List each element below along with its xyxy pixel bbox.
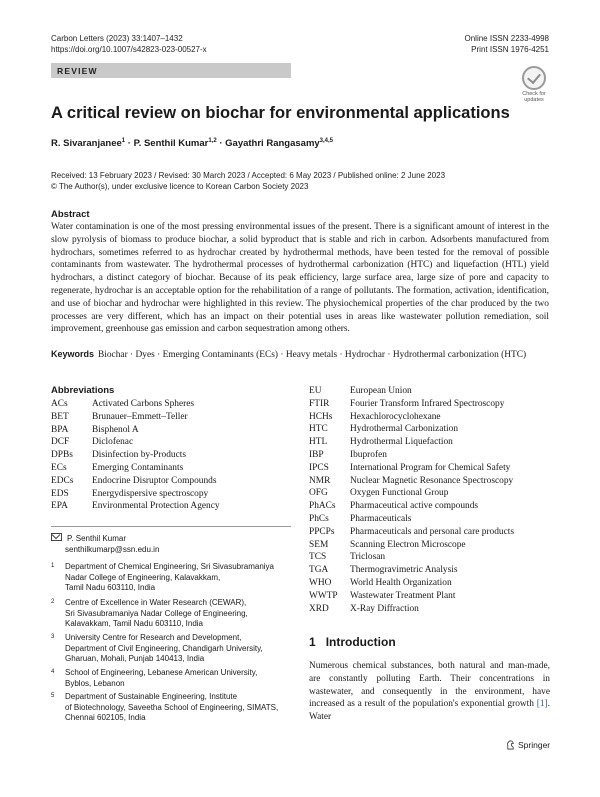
abbreviations-heading: Abbreviations (51, 385, 115, 396)
abbreviation-meaning: Ibuprofen (350, 449, 387, 460)
abbreviation-row (309, 603, 514, 616)
abbreviation-code: IPCS (309, 462, 329, 473)
check-updates-label: Check for updates (522, 91, 546, 103)
abbreviation-code: PhCs (309, 513, 329, 524)
publisher-logo (506, 740, 550, 750)
abbreviation-code: HTC (309, 424, 328, 435)
abbreviation-meaning: Endocrine Disruptor Compounds (92, 475, 217, 486)
affiliation (51, 692, 291, 724)
abbreviation-code: WHO (309, 577, 332, 588)
abbreviation-row (309, 551, 514, 564)
affiliation (51, 668, 291, 689)
affiliation-line: Chennai 602105, India (65, 713, 146, 722)
abbreviation-meaning: Pharmaceuticals (350, 513, 412, 524)
abbreviation-code: WWTP (309, 590, 338, 601)
abbreviation-meaning: Thermogravimetric Analysis (350, 565, 458, 576)
abbreviation-meaning: International Program for Chemical Safety (350, 462, 511, 473)
author-name[interactable]: R. Sivaranjanee (51, 138, 122, 150)
author-separator: · (125, 138, 134, 150)
abbreviation-code: IBP (309, 449, 324, 460)
check-updates-icon (522, 66, 546, 90)
affiliation-line: Department of Civil Engineering, Chandigarh University, (65, 643, 263, 653)
abbreviation-row (309, 539, 514, 552)
keywords-label: Keywords (51, 349, 95, 359)
author-affil-sup: 3,4,5 (319, 138, 334, 144)
affiliation (51, 598, 291, 630)
affiliation (51, 633, 291, 665)
affiliation-number: 5 (51, 693, 55, 699)
publisher-name: Springer (518, 740, 551, 750)
abbreviation-row (51, 488, 220, 501)
abbreviation-row (309, 385, 514, 398)
abbreviation-row (309, 564, 514, 577)
author-list (51, 138, 333, 149)
corresponding-email[interactable]: senthilkumarp@ssn.edu.in (65, 544, 160, 554)
abbreviation-row (309, 500, 514, 513)
affiliation-line: Department of Chemical Engineering, Sri Sivasubramaniya (65, 562, 274, 571)
affiliation-line: Department of Sustainable Engineering, Institute (65, 692, 238, 701)
affiliation-line: Nadar College of Engineering, Kalavakkam, (65, 572, 221, 582)
abbreviation-meaning: Pharmaceuticals and personal care products (350, 526, 514, 537)
journal-header (51, 33, 207, 55)
abbreviation-code: HTL (309, 437, 328, 448)
abbreviation-code: ECs (51, 462, 67, 473)
author-affil-sup: 1,2 (208, 138, 217, 144)
abbreviation-meaning: Emerging Contaminants (92, 462, 184, 473)
corresponding-author: P. Senthil Kumar (67, 534, 126, 543)
springer-horse-icon (506, 740, 515, 750)
abbreviation-code: DCF (51, 437, 70, 448)
abbreviation-code: HCHs (309, 411, 333, 422)
abbreviation-meaning: Nuclear Magnetic Resonance Spectroscopy (350, 475, 514, 486)
affiliation-line: Kalavakkam, Tamil Nadu 603110, India (65, 619, 204, 628)
abbreviation-meaning: Hydrothermal Carbonization (350, 424, 459, 435)
print-issn: Print ISSN 1976-4251 (471, 45, 549, 54)
abbreviation-row (309, 449, 514, 462)
abbreviation-row (309, 487, 514, 500)
article-title: A critical review on biochar for environmental applications (51, 104, 510, 122)
affiliation-line: Byblos, Lebanon (65, 678, 125, 688)
abbreviation-code: ACs (51, 399, 68, 409)
section-number: 1 (309, 635, 316, 649)
copyright-notice: © The Author(s), under exclusive licence to Korean Carbon Society 2023 (51, 182, 309, 191)
abbreviation-meaning: Wastewater Treatment Plant (350, 590, 456, 601)
abbreviation-code: BPA (51, 424, 69, 435)
abstract-heading: Abstract (51, 209, 90, 220)
abbreviation-row (51, 398, 220, 411)
abbreviation-code: OFG (309, 488, 328, 499)
section-label: REVIEW (57, 66, 98, 76)
abbreviation-row (309, 590, 514, 603)
abbreviation-code: EDS (51, 488, 69, 499)
abbreviation-meaning: Bisphenol A (92, 424, 139, 435)
affiliation-number: 4 (51, 669, 55, 675)
abbreviation-row (309, 462, 514, 475)
doi-link[interactable]: https://doi.org/10.1007/s42823-023-00527-x (51, 45, 207, 54)
affiliation-text (65, 598, 248, 630)
abbreviation-row (51, 424, 220, 437)
abbreviation-meaning: Diclofenac (92, 437, 134, 448)
author-name[interactable]: Gayathri Rangasamy (225, 138, 320, 150)
abbreviation-code: NMR (309, 475, 331, 486)
abbreviation-meaning: Hexachlorocyclohexane (350, 411, 441, 422)
abbreviation-code: EDCs (51, 475, 74, 486)
check-for-updates-badge[interactable] (516, 66, 552, 103)
footnote-divider (51, 526, 291, 527)
affiliation-line: School of Engineering, Lebanese American University, (65, 668, 258, 677)
affiliation-line: Gharuan, Mohali, Punjab 140413, India (65, 654, 205, 663)
abbreviation-row (309, 411, 514, 424)
affiliation-line: Sri Sivasubramaniya Nadar College of Engineering, (65, 608, 248, 618)
abbreviation-meaning: Brunauer–Emmett–Teller (92, 411, 188, 422)
abbreviation-code: BET (51, 411, 69, 422)
affiliation-number: 2 (51, 599, 55, 605)
abbreviation-meaning: Fourier Transform Infrared Spectroscopy (350, 398, 505, 409)
abbreviation-code: FTIR (309, 398, 330, 409)
abbreviation-meaning: Hydrothermal Liquefaction (350, 437, 453, 448)
abbreviation-meaning: X-Ray Diffraction (350, 603, 419, 614)
abbreviation-meaning: Disinfection by-Products (92, 450, 186, 461)
author-affil-sup: 1 (121, 138, 126, 144)
abbreviation-row (309, 436, 514, 449)
journal-citation: Carbon Letters (2023) 33:1407–1432 (51, 34, 183, 43)
issn-block (465, 33, 550, 55)
abbreviation-code: PhACs (309, 501, 336, 512)
abbreviation-row (309, 526, 514, 539)
abbreviation-row (51, 462, 220, 475)
abbreviation-code: EPA (51, 501, 68, 512)
affiliation-number: 1 (51, 563, 55, 569)
section-title: Introduction (325, 635, 396, 649)
abbreviation-meaning: Oxygen Functional Group (350, 488, 449, 499)
affiliation-text (65, 633, 263, 665)
correspondence (51, 533, 159, 555)
intro-heading (309, 635, 396, 649)
envelope-icon (51, 533, 62, 541)
abbreviations-left-column (51, 398, 220, 513)
publication-dates (51, 170, 551, 192)
abbreviation-row (309, 475, 514, 488)
abbreviation-row (51, 500, 220, 513)
abbreviation-row (51, 436, 220, 449)
abbreviation-meaning: Activated Carbons Spheres (92, 399, 195, 409)
abbreviation-row (309, 423, 514, 436)
abbreviation-row (51, 475, 220, 488)
affiliation-text (65, 562, 274, 594)
abbreviation-meaning: Triclosan (350, 552, 386, 563)
abbreviation-meaning: European Union (350, 386, 412, 396)
affiliation-text (65, 668, 257, 689)
abbreviation-row (51, 449, 220, 462)
abbreviation-code: TGA (309, 565, 329, 576)
abbreviation-row (309, 398, 514, 411)
affiliation-line: Tamil Nadu 603110, India (65, 583, 156, 592)
abbreviation-code: XRD (309, 603, 329, 614)
abbreviation-code: PPCPs (309, 526, 335, 537)
keywords (51, 348, 549, 362)
keywords-text: Biochar · Dyes · Emerging Contaminants (ECs) · Heavy metals · Hydrochar · Hydrothermal carbonization (HTC) (98, 350, 527, 360)
abbreviation-code: EU (309, 386, 322, 396)
citation-link[interactable]: [1] (536, 699, 548, 710)
abbreviation-meaning: World Health Organization (350, 577, 452, 588)
abbreviation-code: SEM (309, 539, 329, 550)
abbreviation-meaning: Environmental Protection Agency (92, 501, 220, 512)
affiliation (51, 562, 291, 594)
abbreviation-meaning: Energydispersive spectroscopy (92, 488, 209, 499)
abstract-text: Water contamination is one of the most pressing environmental issues of the present. There is a significant amount of interest in the slow pyrolysis of biomass to produce biochar, a solid byproduct that is stable and rich in carbon. Adsorbents manufactured from hydrochars, sometimes referred to as hydrochar created by hydrothermal methods, have been tested for the removal of possible contaminants from wastewater. The hydrothermal processes of hydrothermal carbonization (HTC) and liquefaction (HTL) yield hydrochars, a distinct category of biochar. Because of its peak efficiency, large surface area, large size of pore and capacity to regenerate, hydrochar is an acceptable option for the rehabilitation of a range of pollutants. The formation, activation, identification, and use of biochar and hydrochar were highlighted in this review. The physiochemical properties of the char produced by the two processes are very different, which has an impact on their potential uses in areas like wastewater pollution remediation, soil improvement, greenhouse gas emission and carbon sequestration among others. (51, 222, 549, 335)
history-dates: Received: 13 February 2023 / Revised: 30 March 2023 / Accepted: 6 May 2023 / Published online: 2 June 2023 (51, 171, 446, 180)
intro-text: Numerous chemical substances, both natural and man-made, are constantly polluting Earth. Their concentrations in wastewater, and consequently in the environment, have increased as a result of the population's exponential growth [1]. Water (309, 661, 550, 723)
abbreviation-row (309, 577, 514, 590)
abbreviation-code: TCS (309, 552, 327, 563)
abbreviation-meaning: Scanning Electron Microscope (350, 539, 466, 550)
affiliation-number: 3 (51, 634, 55, 640)
abbreviation-row (51, 411, 220, 424)
affiliation-text (65, 692, 278, 724)
abbreviation-code: DPBs (51, 450, 73, 461)
online-issn: Online ISSN 2233-4998 (464, 34, 549, 43)
affiliation-line: of Biotechnology, Saveetha School of Engineering, SIMATS, (65, 702, 279, 712)
abbreviation-meaning: Pharmaceutical active compounds (350, 501, 479, 512)
author-separator: · (216, 138, 226, 150)
abbreviation-row (309, 513, 514, 526)
abbreviations-right-column (309, 385, 514, 615)
author-name[interactable]: P. Senthil Kumar (133, 138, 209, 150)
affiliation-line: Centre of Excellence in Water Research (CEWAR), (65, 598, 247, 607)
affiliation-line: University Centre for Research and Development, (65, 633, 242, 642)
